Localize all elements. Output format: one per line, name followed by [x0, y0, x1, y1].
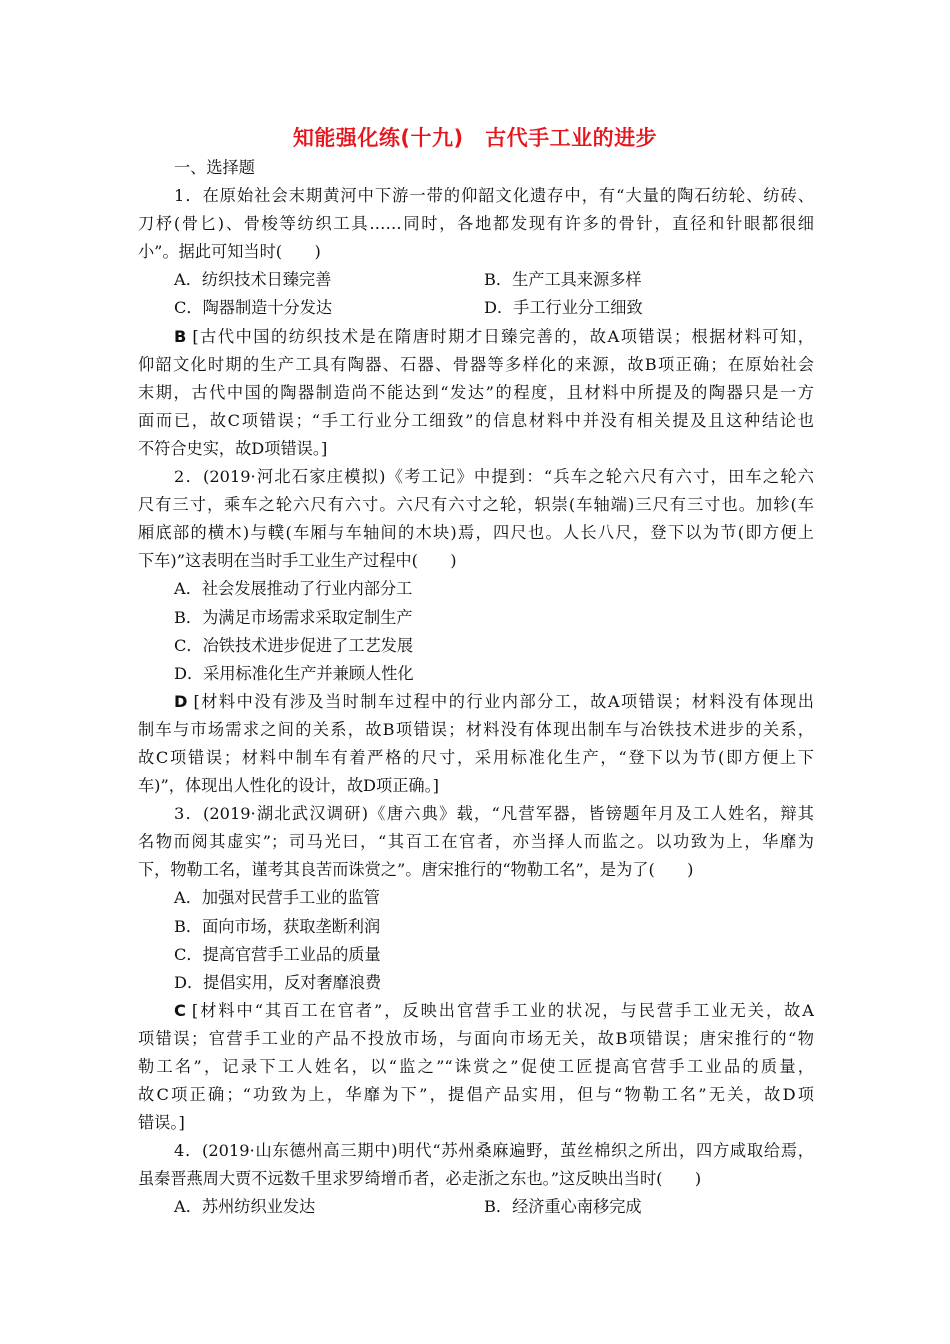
section-heading: 一、选择题: [174, 158, 255, 177]
question-text-line: 尺有三寸，乘车之轮六尺有六寸。六尺有六寸之轮，轵崇(车轴端)三尺有三寸也。加轸(车: [138, 495, 814, 515]
question-text-line: 小”。据此可知当时( ): [138, 242, 321, 262]
answer-letter: C: [174, 1000, 186, 1020]
option-c: C．冶铁技术进步促进了工艺发展: [174, 635, 414, 655]
question-text-line: 虽秦晋燕周大贾不远数千里求罗绮增币者，必走浙之东也。”这反映出当时( ): [138, 1169, 702, 1189]
analysis-line: 面而已，故C项错误；“手工行业分工细致”的信息材料中并没有相关提及且这种结论也: [138, 410, 814, 430]
analysis-line: [138, 323, 814, 351]
question-2: [138, 463, 814, 800]
analysis-line: 制车与市场需求之间的关系，故B项错误；材料没有体现出制车与冶铁技术进步的关系，: [138, 719, 814, 739]
question-1: [138, 182, 814, 463]
option-d: D．手工行业分工细致: [484, 298, 643, 318]
analysis-line: 项错误；官营手工业的产品不投放市场，与面向市场无关，故B项错误；唐宋推行的“物: [138, 1028, 814, 1048]
analysis-text: [材料中“其百工在官者”，反映出官营手工业的状况，与民营手工业无关，故A: [191, 1000, 814, 1020]
analysis-text: [材料中没有涉及当时制车过程中的行业内部分工，故A项错误；材料没有体现出: [193, 691, 814, 711]
options-row: [138, 266, 814, 294]
question-text-line: 厢底部的横木)与轐(车厢与车轴间的木块)焉，四尺也。人长八尺，登下以为节(即方便上: [138, 523, 814, 543]
option-a: A．社会发展推动了行业内部分工: [174, 579, 413, 599]
analysis-line: 不符合史实，故D项错误。]: [138, 438, 328, 458]
option-b: B．经济重心南移完成: [484, 1197, 642, 1217]
analysis-line: 勒工名”，记录下工人姓名，以“监之”“诛赏之”促使工匠提高官营手工业品的质量，: [138, 1057, 814, 1076]
question-text-line: 2．(2019·河北石家庄模拟)《考工记》中提到：“兵车之轮六尺有六寸，田车之轮六: [174, 467, 814, 487]
question-text-line: 4．(2019·山东德州高三期中)明代“苏州桑麻遍野，茧丝棉织之所出，四方咸取给焉，: [174, 1141, 814, 1161]
option-a: A．加强对民营手工业的监管: [174, 888, 380, 908]
question-text-line: 3．(2019·湖北武汉调研)《唐六典》载，“凡营军器，皆镑题年月及工人姓名，辩其: [174, 804, 814, 824]
question-text-line: 下，物勒工名，谨考其良苦而诛赏之”。唐宋推行的“物勒工名”，是为了( ): [138, 860, 694, 880]
answer-letter: B: [174, 326, 187, 346]
question-text-line: 1．在原始社会末期黄河中下游一带的仰韶文化遗存中，有“大量的陶石纺轮、纺砖、: [174, 186, 814, 206]
question-3: [138, 800, 814, 1137]
analysis-line: 错误。]: [138, 1113, 185, 1133]
analysis-line: 车)”，体现出人性化的设计，故D项正确。]: [138, 776, 439, 796]
option-b: B．为满足市场需求采取定制生产: [174, 607, 413, 627]
analysis-line: 仰韶文化时期的生产工具有陶器、石器、骨器等多样化的来源，故B项正确；在原始社会: [138, 354, 814, 374]
option-d: D．采用标准化生产并兼顾人性化: [174, 663, 414, 683]
page-title: 知能强化练(十九) 古代手工业的进步: [292, 126, 658, 150]
option-b: B．生产工具来源多样: [484, 270, 642, 290]
option-c: C．陶器制造十分发达: [174, 298, 333, 318]
options-row: [138, 294, 814, 322]
option-c: C．提高官营手工业品的质量: [174, 944, 381, 964]
question-text-line: 刀杼(骨匕)、骨梭等纺织工具……同时，各地都发现有许多的骨针，直径和针眼都很细: [138, 214, 814, 234]
analysis-line: [138, 997, 814, 1025]
question-text-line: 下车)”这表明在当时手工业生产过程中( ): [138, 551, 457, 571]
analysis-line: [138, 688, 814, 716]
analysis-text: [古代中国的纺织技术是在隋唐时期才日臻完善的，故A项错误；根据材料可知，: [192, 326, 814, 346]
option-a: A．纺织技术日臻完善: [174, 270, 332, 290]
options-row: [138, 1193, 814, 1221]
question-4: [138, 1137, 814, 1221]
analysis-line: 末期，古代中国的陶器制造尚不能达到“发达”的程度，且材料中所提及的陶器只是一方: [138, 382, 814, 402]
answer-letter: D: [174, 691, 188, 711]
option-b: B．面向市场，获取垄断利润: [174, 916, 381, 936]
option-d: D．提倡实用，反对奢靡浪费: [174, 972, 382, 992]
analysis-line: 故C项错误；材料中制车有着严格的尺寸，采用标准化生产，“登下以为节(即方便上下: [138, 747, 814, 767]
analysis-line: 故C项正确；“功致为上，华靡为下”，提倡产品实用，但与“物勒工名”无关，故D项: [138, 1085, 814, 1105]
option-a: A．苏州纺织业发达: [174, 1197, 316, 1217]
question-text-line: 名物而阅其虚实”；司马光曰，“其百工在官者，亦当择人而监之。以功致为上，华靡为: [138, 832, 814, 852]
document-body: [138, 154, 814, 1222]
